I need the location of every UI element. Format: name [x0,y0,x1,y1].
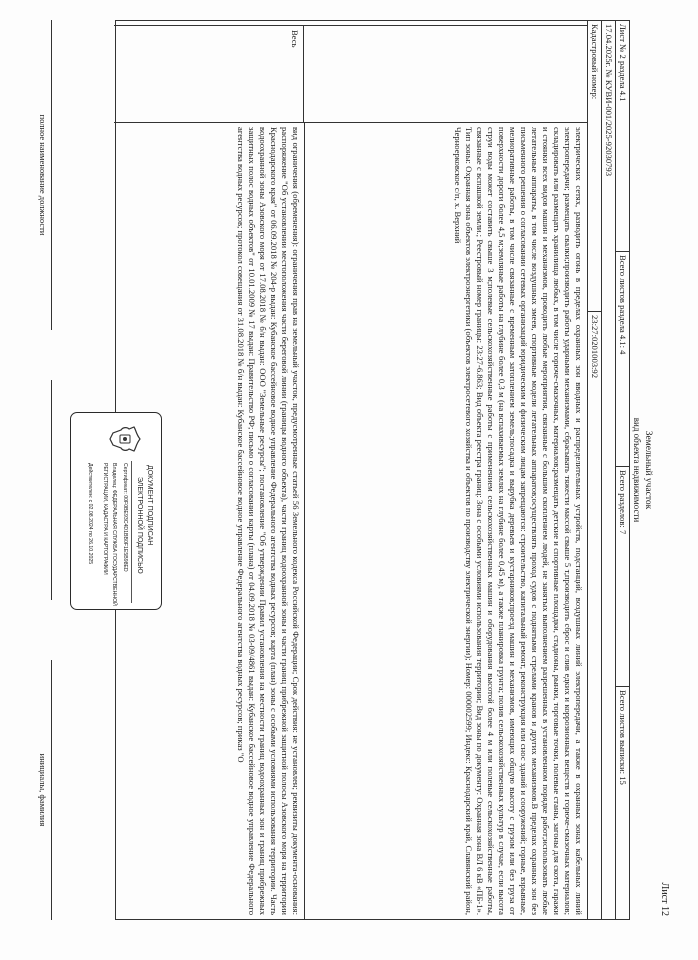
sheet-number: Лист 12 [659,882,670,916]
part-label-column [114,25,587,123]
cadastral-label: Кадастровый номер: [590,24,600,100]
document-subtitle: вид объекта недвижимости [632,417,642,523]
total-sheets-section-cell: Всего листов раздела 4.1: 4 [616,251,629,466]
stamp-line-1: ДОКУМЕНТ ПОДПИСАН [146,465,153,546]
restriction-text-2: вид ограничения (обременения): ограничения прав на земельный участок, предусмотренные статьей 56 Земельного кодекса Российской Федерации; Срок действия: не установлен; реквизиты документа-основания: распоряжение "Об установлении местоположения части береговой линии (границы водного объекта), части границ водоохранной зоны и части границ прибрежной защитной полосы Азовского моря на территории Краснодарского края" от 06.09.2018 № 204-р выдан: Кубанское бассейновое водное управление Федерального агентства водных ресурсов; карта (план) зоны с особыми условиями использования территории. Часть водоохранной зоны Азовского моря от 17.08.2018 № б/н выдан: ООО "Земельные ресурсы"; постановление "Об утверждении Правил установления на местности границ водоохранных зон и границ прибрежных защитных полос водных объектов" от 10.01.2009 № 17 выдан: Правительство РФ; письмо о согласовании карты (плана) от 04.09.2018 № 03-09/4861 выдан: Кубанское бассейновое водное управление Федерального агентства водных ресурсов; протокол совещания от 31.08.2018 № б/н выдан: Кубанское бассейновое водное управление Федерального агентства водных ресурсов; приказ "О [236,127,301,915]
position-line [51,20,52,330]
signature-line [51,380,52,600]
record-id-row [601,21,615,919]
cadastral-number: 23:27:0201003:92 [588,311,601,511]
stamp-owner: Владелец: ФЕДЕРАЛЬНАЯ СЛУЖБА ГОСУДАРСТВЕННОЙ [111,463,117,606]
electronic-signature-stamp [70,412,162,610]
stamp-line-2: ЭЛЕКТРОННОЙ ПОДПИСЬЮ [136,477,143,574]
total-sections-cell: Всего разделов: 7 [616,466,629,686]
header-row [615,21,629,919]
cadastral-row [587,21,601,919]
coat-of-arms-icon [107,421,143,457]
extract-table [115,20,630,920]
restriction-part-label: Весь [286,25,304,123]
stamp-certificate: Сертификат: 00F0BE93C4D1BB0F1E5B98ED [122,463,128,572]
restriction-text-1: электрических сетях, разводить огонь в пределах охранных зон вводных и распределительных устройств, подстанций, воздушных линий электропередачи, а также в охранных зонах кабельных линий электропередачи; размещать свалки;производить работы ударными механизмами, сбрасывать тяжести массой свыше 5 т,производить сброс и слив едких и коррозионных веществ и горюче-смазочных материалов; складировать или размещать хранилища любых, в том числе горюче-смазочных, материалов;размещать детские и спортивные площадки, стадионы, рынки, торговые точки, полевые станы, загоны для скота, гаражи и стоянки всех видов машин и механизмов, проводить любые мероприятия, связанные с большим скоплением людей, не занятых выполнением разрешенных в установленном порядке работ;использовать любые летательные аппараты, в том числе воздушных змеев, спортивные модели летательных аппаратов;осуществлять проход судов с поднятыми стрелами кранов и других механизмов.В пределах охранных зон без письменного решения о согласовании сетевых организаций юридическим и физическим лицам запрещаются: строительство, капитальный ремонт, реконструкция или снос зданий и сооружений; горные, взрывные, мелиоративные работы, в том числе связанные с временным затоплением земель;посадка и вырубка деревьев и кустарников;проезд машин и механизмов, имеющих общую высоту с грузом или без груза от поверхности дороги более 4,5 м;земляные работы на глубине более 0,3 м (на вспахиваемых землях на глубине более 0,45 м), а также планировка грунта; полив сельскохозяйственных культур в случае, если высота струи воды может составить свыше 3 м;полевые сельскохозяйственные работы с применением сельскохозяйственных машин и оборудования высотой более 4 м или полевые сельскохозяйственные работы, связанные с вспашкой земли.; Реестровый номер границы: 23:27-6.863; Вид объекта реестра границ: Зона с особыми условиями использования территории; Вид зоны по документу: Охранная зона ВЛ 6 кВ «ПБ-1». Тип зоны: Охранная зона объектов электроэнергетики (объектов электросетевого хозяйства и объектов по производству электрической энергии); Номер: 000002599; Индекс: Краснодарский край, Славянский район, Черноерковское с/п, х. Верхний [304,123,587,919]
name-line [51,660,52,920]
position-label: полное наименование должности [38,114,48,236]
stamp-owner-2: РЕГИСТРАЦИИ, КАДАСТРА И КАРТОГРАФИИ [102,463,108,575]
name-label: инициалы, фамилия [38,753,48,827]
stamp-divider [131,461,132,603]
sheet-section-cell: Лист № 2 раздела 4.1 [618,24,628,102]
total-sheets-extract-cell: Всего листов выписки: 15 [616,686,629,919]
record-id: 17.04.2025г. № КУВИ-001/2025-92030793 [604,24,614,177]
restrictions-body [114,21,587,919]
rotated-sheet [20,20,680,920]
document-title: Земельный участок [643,430,653,510]
stamp-validity: Действителен: с 02.08.2024 по 26.10.2025 [87,463,93,565]
